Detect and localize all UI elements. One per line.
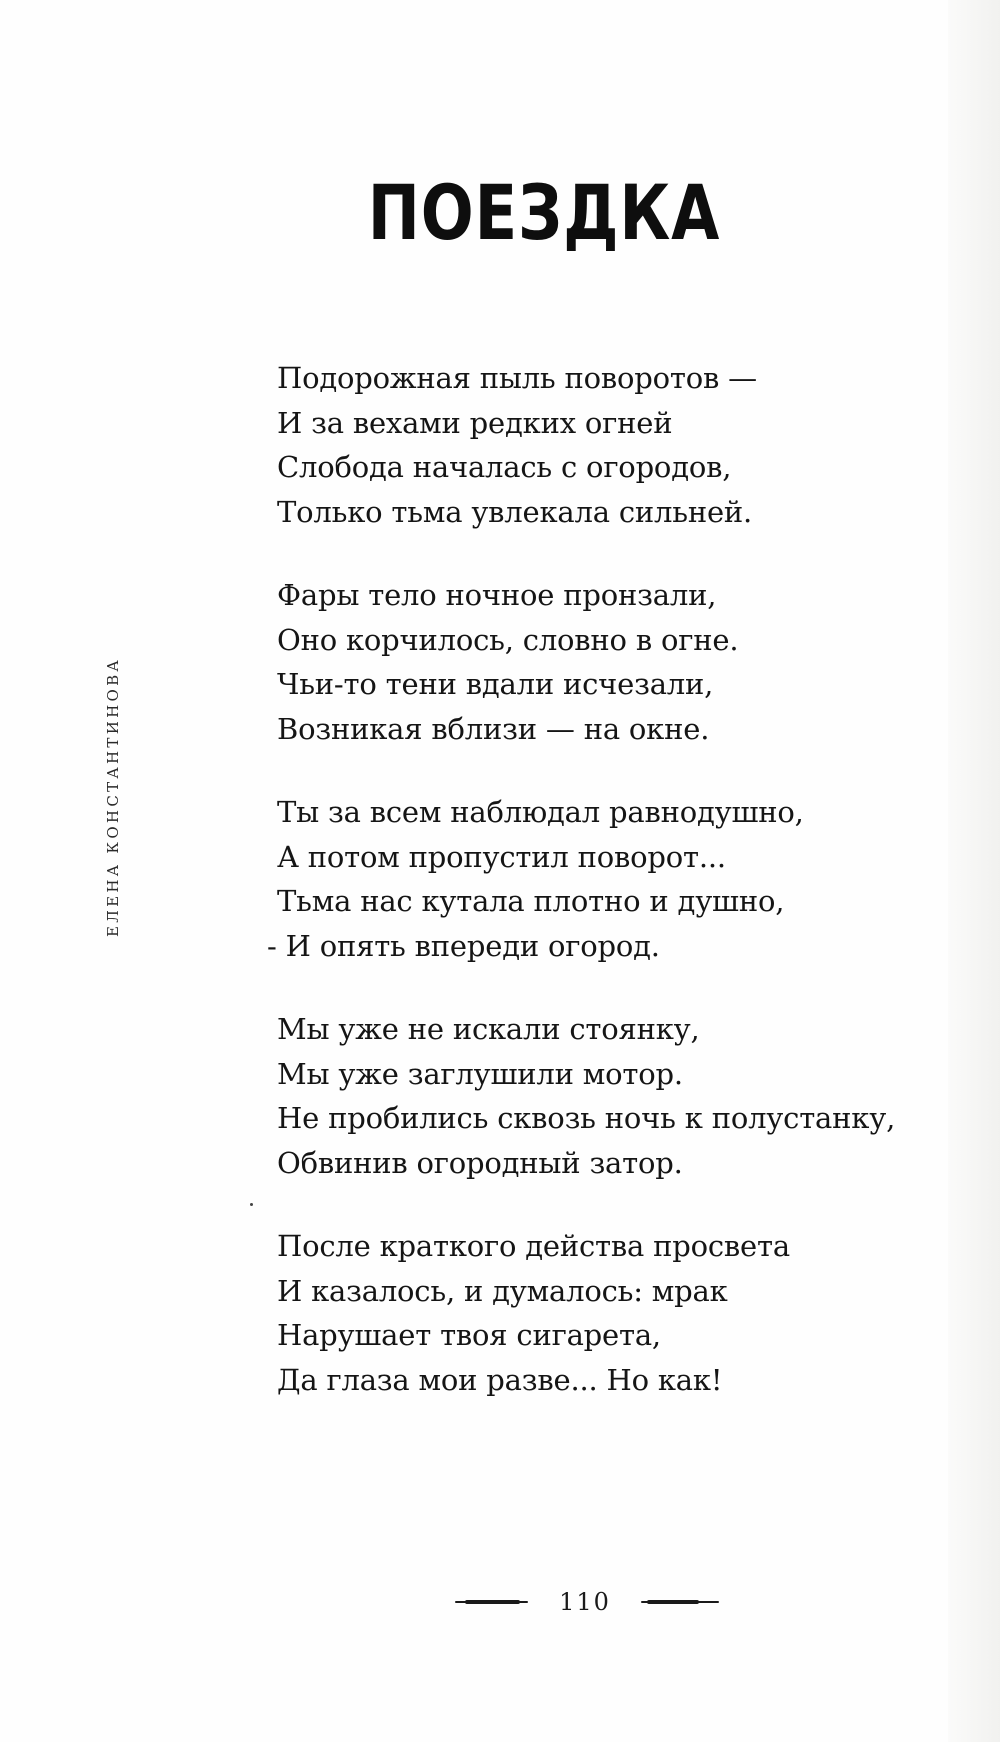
stanza-4	[277, 1007, 977, 1185]
footer-rule-left	[455, 1601, 528, 1603]
poem-title: ПОЕЗДКА	[367, 168, 721, 257]
poem-line: Обвинив огородный затор.	[277, 1145, 683, 1180]
poem-line: Мы уже не искали стоянку,	[277, 1012, 700, 1046]
poem-line: Фары тело ночное пронзали,	[277, 578, 717, 612]
poem-line: Нарушает твоя сигарета,	[277, 1318, 661, 1352]
poem-line: Только тьма увлекала сильней.	[277, 494, 753, 529]
poem-line: И за вехами редких огней	[277, 405, 673, 440]
poem-line: Тьма нас кутала плотно и душно,	[277, 884, 785, 918]
poem-line: Подорожная пыль поворотов —	[277, 361, 757, 395]
stanza-5	[277, 1224, 977, 1402]
poem-line: Мы уже заглушили мотор.	[277, 1056, 683, 1091]
poem-line: Возникая вблизи — на окне.	[277, 711, 710, 746]
footer-rule-right	[641, 1601, 719, 1603]
poem-line: Оно корчилось, словно в огне.	[277, 622, 739, 657]
poem-line: Ты за всем наблюдал равнодушно,	[277, 795, 804, 829]
ink-speck	[250, 1203, 253, 1206]
stanza-3	[267, 790, 977, 968]
poem-line: После краткого действа просвета	[277, 1229, 790, 1263]
poem-line: Чьи-то тени вдали исчезали,	[277, 667, 714, 701]
running-head-author: ЕЛЕНА КОНСТАНТИНОВА	[104, 656, 122, 937]
page-number: 110	[559, 1588, 611, 1616]
poem-line: - И опять впереди огород.	[267, 928, 660, 963]
poem-line: А потом пропустил поворот...	[277, 839, 726, 874]
poem-line: И казалось, и думалось: мрак	[277, 1273, 728, 1308]
poem-line: Слобода началась с огородов,	[277, 450, 732, 484]
poem-line: Да глаза мои разве... Но как!	[277, 1362, 723, 1397]
stanza-1	[277, 356, 977, 534]
page-footer	[455, 1590, 725, 1614]
stanza-2	[277, 573, 977, 751]
poem-line: Не пробились сквозь ночь к полустанку,	[277, 1101, 896, 1135]
poem-body	[267, 356, 977, 1441]
